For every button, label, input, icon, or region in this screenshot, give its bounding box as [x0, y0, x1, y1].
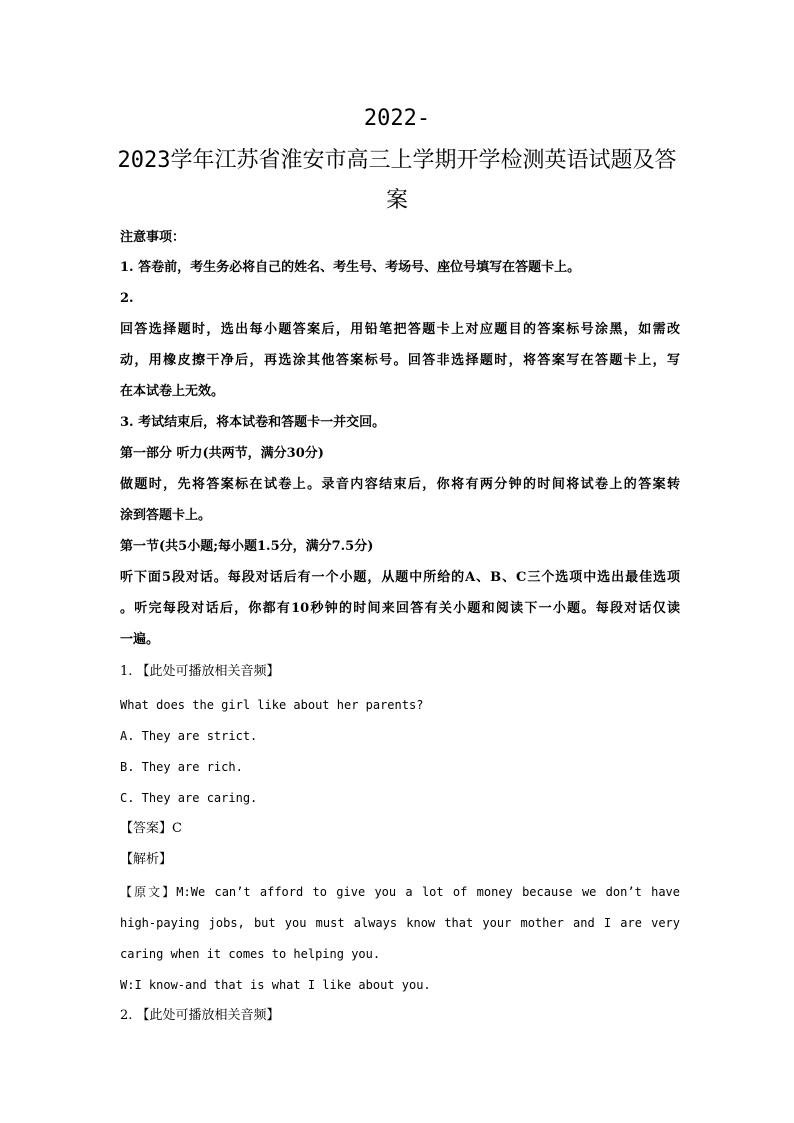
part1-instruction-line-2: 涂到答题卡上。	[120, 508, 212, 523]
question-1-option-a: A. They are strict.	[120, 729, 258, 743]
notice-item-2-line-3: 在本试卷上无效。	[120, 384, 225, 399]
question-1-option-c: C. They are caring.	[120, 791, 258, 805]
part1-instruction-line-1: 做题时，先将答案标在试卷上。录音内容结束后，你将有两分钟的时间将试卷上的答案转	[120, 477, 680, 492]
title-line-2: 2023学年江苏省淮安市高三上学期开学检测英语试题及答	[117, 148, 677, 173]
notice-item-2-line-1: 回答选择题时，选出每小题答案后，用铅笔把答题卡上对应题目的答案标号涂黑，如需改	[120, 322, 680, 337]
question-1-analysis-label: 【解析】	[120, 852, 173, 867]
notice-item-3: 3. 考试结束后，将本试卷和答题卡一并交回。	[120, 415, 386, 430]
section1-instruction-line-3: 一遍。	[120, 632, 160, 647]
section1-heading: 第一节(共5小题;每小题1.5分，满分7.5分)	[120, 539, 374, 554]
question-1-answer: 【答案】C	[120, 821, 182, 836]
section1-instruction-line-2: 。听完每段对话后，你都有10秒钟的时间来回答有关小题和阅读下一小题。每段对话仅读	[120, 601, 680, 616]
question-1-label: 1. 【此处可播放相关音频】	[120, 664, 280, 679]
notice-item-2-number: 2.	[120, 291, 134, 306]
notice-item-2-line-2: 动，用橡皮擦干净后，再选涂其他答案标号。回答非选择题时，将答案写在答题卡上，写	[120, 353, 680, 368]
title-line-1: 2022-	[363, 106, 431, 131]
part1-heading: 第一部分 听力(共两节，满分30分)	[120, 446, 324, 461]
question-1-text: What does the girl like about her parents?	[120, 698, 424, 712]
question-1-option-b: B. They are rich.	[120, 760, 243, 774]
question-1-original-line-4: W:I know-and that is what I like about you.	[120, 978, 431, 992]
question-1-original-line-1: 【原文】M:We can’t afford to give you a lot of money because we don’t have	[120, 885, 680, 899]
notice-heading: 注意事项：	[120, 230, 186, 245]
section1-instruction-line-1: 听下面5段对话。每段对话后有一个小题，从题中所给的A、B、C三个选项中选出最佳选项	[120, 570, 680, 585]
notice-item-1: 1. 答卷前，考生务必将自己的姓名、考生号、考场号、座位号填写在答题卡上。	[120, 260, 581, 275]
question-1-original-line-2: high-paying jobs, but you must always know that your mother and I are very	[120, 916, 680, 930]
title-line-3: 案	[385, 188, 408, 213]
question-1-original-line-3: caring when it comes to helping you.	[120, 947, 381, 961]
question-2-label: 2. 【此处可播放相关音频】	[120, 1008, 280, 1023]
